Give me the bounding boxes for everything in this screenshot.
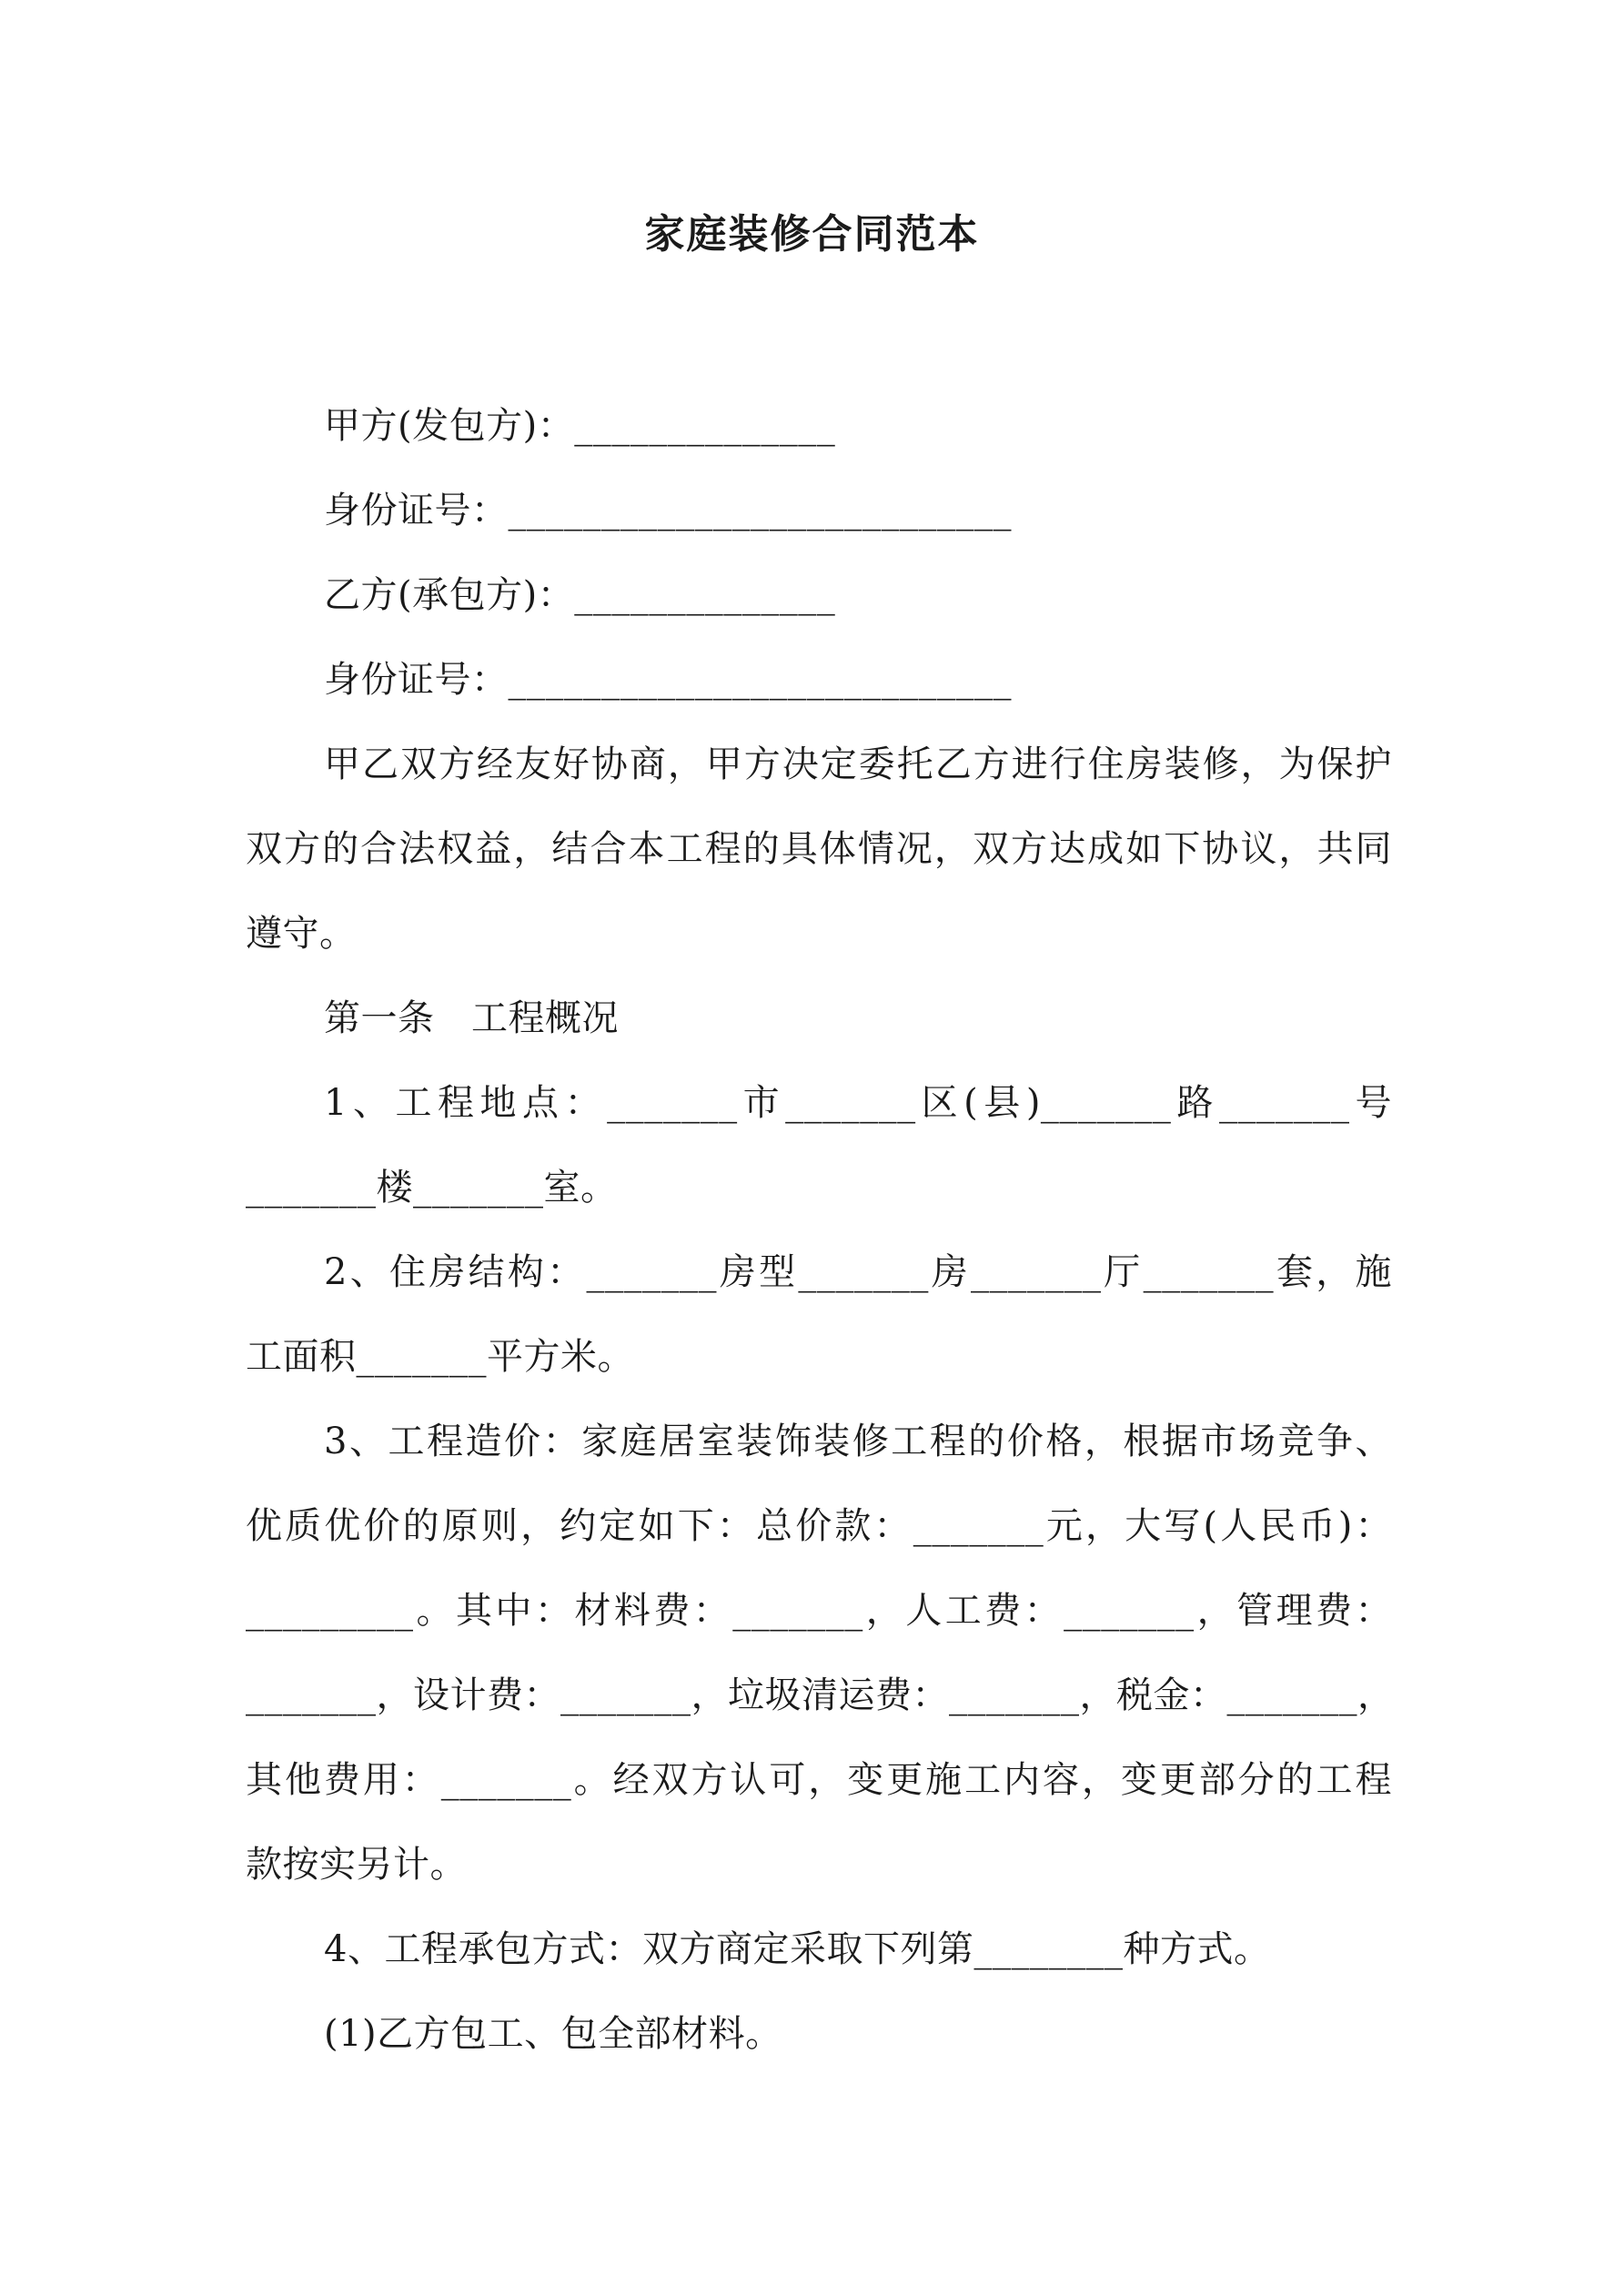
housing-structure-line-2: 工面积_______平方米。 (246, 1336, 634, 1378)
contract-method-line: 4、工程承包方式：双方商定采取下列第________种方式。 (324, 1928, 1271, 1970)
preamble-line-3: 遵守。 (246, 913, 357, 955)
article-1-heading: 第一条 工程概况 (324, 997, 619, 1039)
party-a-id-line: 身份证号：___________________________ (324, 490, 1012, 531)
party-a-line: 甲方(发包方)：______________ (324, 405, 836, 447)
contract-method-option-1: (1)乙方包工、包全部材料。 (324, 2013, 782, 2055)
party-b-id-line: 身份证号：___________________________ (324, 659, 1012, 701)
preamble-line-2: 双方的合法权益，结合本工程的具体情况，双方达成如下协议，共同 (246, 828, 1392, 870)
document-title: 家庭装修合同范本 (644, 211, 980, 258)
project-location-line-1: 1、工程地点：_______市_______区(县)_______路_______号 (324, 1082, 1392, 1124)
preamble-line-1: 甲乙双方经友好协商，甲方决定委托乙方进行住房装修，为保护 (324, 743, 1392, 785)
document-body (246, 384, 1395, 2077)
housing-structure-line-1: 2、住房结构：_______房型_______房_______厅_______套，施 (324, 1251, 1392, 1293)
project-location-line-2: _______楼_______室。 (246, 1167, 618, 1209)
party-b-line: 乙方(承包方)：______________ (324, 574, 836, 616)
project-cost-line-4: _______，设计费：_______，垃圾清运费：_______，税金：_______， (246, 1674, 1395, 1716)
project-cost-line-3: _________。其中：材料费：_______，人工费：_______，管理费： (246, 1590, 1392, 1632)
project-cost-line-1: 3、工程造价：家庭居室装饰装修工程的价格，根据市场竞争、 (324, 1421, 1392, 1462)
project-cost-line-6: 款按实另计。 (246, 1844, 467, 1886)
project-cost-line-2: 优质优价的原则，约定如下：总价款：_______元，大写(人民币)： (246, 1505, 1392, 1547)
project-cost-line-5: 其他费用：_______。经双方认可，变更施工内容，变更部分的工程 (246, 1759, 1392, 1801)
